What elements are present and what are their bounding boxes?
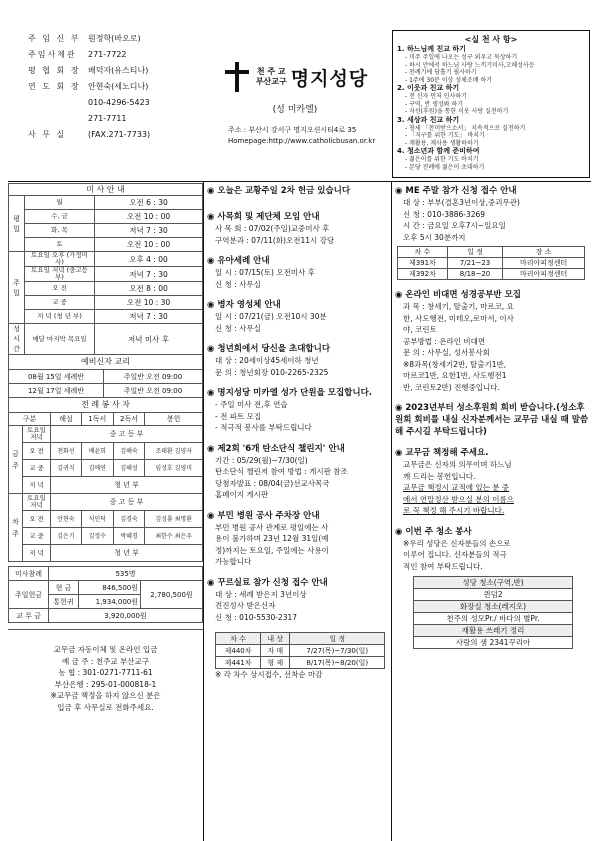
catechumen-class: 08월 15일 세례반 bbox=[9, 370, 104, 384]
notice-line: 문 의 : 청년회장 010-2265-2325 bbox=[215, 367, 329, 377]
notice-line: 일 시 : 07/15(토) 오전미사 후 bbox=[215, 268, 315, 277]
plan-item: - 1주에 30분 이상 성체조배 하기 bbox=[405, 76, 492, 84]
servers-name: 김경숙 bbox=[113, 511, 145, 528]
info-value: 271-7722 bbox=[88, 49, 127, 59]
servers-mass: 교 중 bbox=[23, 460, 51, 477]
mass-day: 토요일 오후 (가정미사) bbox=[25, 252, 95, 267]
cursillo-cell: 제441차 bbox=[216, 657, 261, 669]
mass-time: 저녁 7 : 30 bbox=[95, 310, 203, 324]
plan-item: - 창세 「찬미받으소서」 지속적으로 실천하기 bbox=[405, 124, 526, 132]
notice-line: 대 상 : 20세이상45세이하 청년 bbox=[215, 356, 319, 365]
notice-line: 신 청 : 010-3886-3269 bbox=[403, 209, 486, 219]
school-value: 3,920,000원 bbox=[49, 609, 203, 623]
parish-info bbox=[28, 30, 193, 142]
servers-mass: 저 녁 bbox=[23, 477, 51, 494]
notice-line: 에서 연말정산 받으실 분의 이름으 bbox=[403, 494, 514, 504]
info-value: 271-7711 bbox=[88, 113, 127, 123]
servers-name: 최한수 최은우 bbox=[145, 528, 203, 545]
mass-time: 오전 6 : 30 bbox=[95, 196, 203, 210]
notice bbox=[207, 255, 391, 290]
cursillo-table bbox=[215, 632, 385, 669]
homepage-link[interactable]: Homepage:http://www.catholicbusan.or.kr bbox=[228, 137, 376, 145]
plan-item: - 미주 주일에 나오는 성구 외우고 묵상하기 bbox=[405, 54, 518, 61]
parish-name: 명지성당 bbox=[290, 67, 369, 90]
servers-head-cell: 2독서 bbox=[113, 413, 145, 426]
catechumen-row bbox=[9, 384, 203, 398]
mass-row bbox=[9, 296, 203, 310]
notice-title: ◉ 청년회에서 당신을 초대합니다 bbox=[207, 344, 331, 354]
clean-row bbox=[414, 613, 573, 625]
cursillo-cell: 제440차 bbox=[216, 645, 261, 657]
plan-heading: 2. 이웃과 친교 하기 bbox=[397, 84, 460, 92]
clean-cell: 성당 청소(구역,반) bbox=[414, 577, 573, 589]
me-table bbox=[397, 246, 585, 280]
notice-line: 정)까지는 토요일, 주일에는 사용이 bbox=[215, 545, 329, 555]
notice bbox=[395, 447, 591, 517]
notice-line: 견진성사 받은신자 bbox=[215, 601, 276, 610]
servers-name: 임성호 김영미 bbox=[145, 460, 203, 477]
info-value: 배덕자(유스티나) bbox=[88, 65, 149, 75]
notice-line: 교무금은 신자의 의무이며 하느님 bbox=[403, 460, 512, 469]
attend-value: 535명 bbox=[49, 567, 203, 581]
notice-line: 부민 병원 공사 관계로 평일에는 사 bbox=[215, 522, 329, 532]
mass-day: 수, 금 bbox=[25, 210, 95, 224]
notice bbox=[395, 289, 591, 393]
mass-day: 화, 목 bbox=[25, 224, 95, 238]
notice-line: 사 목 회 : 07/02(주일)교중미사 후 bbox=[215, 224, 330, 233]
mass-day: 오 전 bbox=[25, 282, 95, 296]
clean-cell: 사랑의 샘 2341꾸리아 bbox=[414, 637, 573, 649]
servers-week: 차주 bbox=[9, 494, 23, 562]
notice-line: 로 꼭 책정 해 주시기 바랍니다. bbox=[403, 506, 505, 515]
servers-mass: 저 녁 bbox=[23, 545, 51, 562]
info-key: 평 협 회 장 bbox=[28, 65, 81, 75]
mass-day: 토 bbox=[25, 238, 95, 252]
notice-title: ◉ 유아세례 안내 bbox=[207, 256, 270, 266]
plan-item: - 젊은이를 위한 기도 바치기 bbox=[405, 156, 479, 163]
servers-mass: 교 중 bbox=[23, 528, 51, 545]
me-cell: 마리아피정센터 bbox=[503, 258, 585, 269]
cursillo-cell: 8/17(목)~8/20(일) bbox=[290, 657, 385, 669]
servers-row bbox=[9, 528, 203, 545]
notice-line: 구역분과 : 07/11(화)오전11시 강당 bbox=[215, 235, 335, 245]
right-notices bbox=[391, 185, 591, 658]
me-cell: 7/21~23 bbox=[447, 258, 502, 269]
notice-line: - 전 파트 모집 bbox=[215, 411, 262, 421]
notice-line: 가능합니다 bbox=[215, 557, 252, 566]
mass-title: 미 사 안 내 bbox=[8, 183, 203, 195]
offer-label: 주일헌금 bbox=[9, 581, 49, 609]
pre-title: 예비신자 교리 bbox=[8, 355, 203, 369]
info-row bbox=[28, 110, 193, 126]
address-block bbox=[228, 125, 375, 147]
info-row bbox=[28, 46, 193, 62]
notice-line: - 주일 미사 전,후 연습 bbox=[215, 400, 288, 409]
servers-mass: 토요일 저녁 bbox=[23, 494, 51, 511]
mass-group: 주일 bbox=[9, 252, 25, 324]
notice-line: - 적극적 봉사를 부탁드립니다 bbox=[215, 423, 312, 432]
notice bbox=[395, 185, 591, 280]
servers-head-cell: 구분 bbox=[9, 413, 51, 426]
mass-day: 교 중 bbox=[25, 296, 95, 310]
attend-label: 미사참례 bbox=[9, 567, 49, 581]
notice bbox=[207, 185, 391, 197]
clean-row bbox=[414, 589, 573, 601]
servers-head-cell: 봉헌 bbox=[145, 413, 203, 426]
servers-group: 청 년 부 bbox=[51, 477, 203, 494]
notice-line: ※우리 성당은 신자분들의 손으로 bbox=[403, 538, 511, 548]
plan-item: - 하시 안에서 하느님 사랑 느끼기미사,고해성사등 bbox=[405, 61, 535, 69]
me-cell: 8/18~20 bbox=[447, 269, 502, 280]
cursillo-head-cell: 차 수 bbox=[216, 633, 261, 645]
header-divider bbox=[8, 181, 591, 182]
plan-item: - 본당 전례에 젊은이 초대하기 bbox=[405, 163, 485, 171]
info-row bbox=[28, 94, 193, 110]
notice-line: 교무금 책정시 교적에 있는 분 중 bbox=[403, 483, 510, 492]
clean-row bbox=[414, 577, 573, 589]
mass-row bbox=[9, 310, 203, 324]
servers-title: 전 례 봉 사 자 bbox=[8, 398, 203, 412]
servers-group: 중 고 등 부 bbox=[51, 494, 203, 511]
servers-header bbox=[9, 413, 203, 426]
middle-notices bbox=[203, 185, 391, 681]
mass-group: 평일 bbox=[9, 196, 25, 252]
servers-name: 김성룡 최명환 bbox=[145, 511, 203, 528]
info-value: 안현숙(세노디나) bbox=[88, 81, 149, 91]
mass-time: 저녁 7 : 30 bbox=[95, 224, 203, 238]
patron-saint: (성 미카엘) bbox=[272, 105, 318, 115]
notice-title: ◉ 부민 병원 공사 주차장 안내 bbox=[207, 510, 320, 521]
notice-line: 오후 5시 30분까지 bbox=[403, 232, 466, 242]
info-row bbox=[28, 126, 193, 142]
servers-row bbox=[9, 460, 203, 477]
notice bbox=[395, 402, 591, 438]
notice-line: 반, 코린토2반) 진행중입니다. bbox=[403, 382, 500, 392]
cash-value: 846,500원 bbox=[79, 581, 141, 595]
servers-name: 천화선 bbox=[51, 443, 82, 460]
attend-row bbox=[9, 567, 203, 581]
me-row bbox=[398, 269, 585, 280]
cursillo-header bbox=[216, 633, 385, 645]
mass-row bbox=[9, 210, 203, 224]
servers-name: 김해성 bbox=[113, 460, 145, 477]
finance-table bbox=[8, 566, 203, 623]
account-info bbox=[8, 629, 203, 713]
notice bbox=[207, 510, 391, 568]
servers-group: 청 년 부 bbox=[51, 545, 203, 562]
servers-name: 김해숙 bbox=[113, 443, 145, 460]
notice-line: 이루어 집니다. 신자분들의 적극 bbox=[403, 550, 507, 559]
logo-diocese-bottom: 부산교구 bbox=[255, 77, 287, 86]
servers-table bbox=[8, 412, 203, 562]
notice-line: 마르코1반, 요한1반, 사도행전1 bbox=[403, 371, 507, 380]
notice-title: ◉ ME 주말 참가 신청 접수 안내 bbox=[395, 186, 517, 196]
clean-row bbox=[414, 625, 573, 637]
plan-heading: 4. 청소년과 함께 준비하여 bbox=[397, 147, 480, 155]
mass-row bbox=[9, 196, 203, 210]
servers-name: 김애연 bbox=[81, 460, 113, 477]
notice-line: 한, 사도행전, 미테오,로마서, 이사 bbox=[403, 313, 514, 323]
plan-item: - 구역, 반 생성봐 하기 bbox=[405, 100, 464, 108]
notice-title: ◉ 이번 주 청소 봉사 bbox=[395, 526, 472, 537]
mass-schedule bbox=[8, 183, 203, 713]
servers-group: 중 고 등 부 bbox=[51, 426, 203, 443]
clean-cell: 퀸덤2 bbox=[414, 589, 573, 601]
cursillo-cell: 자 매 bbox=[261, 645, 290, 657]
servers-row bbox=[9, 545, 203, 562]
me-row bbox=[398, 258, 585, 269]
cursillo-row bbox=[216, 657, 385, 669]
mass-row bbox=[9, 224, 203, 238]
cursillo-note: ※ 각 차수 상시접수, 선착순 마감 bbox=[215, 670, 323, 679]
offer-row bbox=[9, 581, 203, 595]
mass-time: 오전 10 : 00 bbox=[95, 238, 203, 252]
mass-day: 월 bbox=[25, 196, 95, 210]
servers-name: 안현숙 bbox=[51, 511, 82, 528]
notice-line: 대 상 : 세례 받은지 3년이상 bbox=[215, 589, 307, 599]
mass-time: 오전 8 : 00 bbox=[95, 282, 203, 296]
notice-line: 용이 불가하며 23년 12월 31일(예 bbox=[215, 534, 329, 543]
mass-time: 오전 10 : 00 bbox=[95, 210, 203, 224]
mass-row bbox=[9, 267, 203, 282]
plan-title: <실 천 사 항> bbox=[464, 35, 518, 44]
clean-row bbox=[414, 601, 573, 613]
account-line: 입금 후 사무실로 전화주세요. bbox=[57, 702, 154, 712]
notice-line: 신 청 : 010-5530-2317 bbox=[215, 612, 298, 622]
catechumen-table bbox=[8, 369, 203, 398]
me-cell: 제392차 bbox=[398, 269, 448, 280]
notice-title: ◉ 사목회 및 제단체 모임 안내 bbox=[207, 212, 320, 222]
account-line: 교무금 자동이체 및 온라인 입금 bbox=[53, 645, 158, 654]
notice bbox=[395, 526, 591, 650]
notice bbox=[207, 299, 391, 334]
mass-row bbox=[9, 324, 203, 355]
notice-title: ◉ 교무금 책정해 주세요. bbox=[395, 448, 489, 458]
school-row bbox=[9, 609, 203, 623]
notice-line: 문 의 : 사무실, 성서봉사회 bbox=[403, 348, 490, 357]
servers-week: 금주 bbox=[9, 426, 23, 494]
servers-row bbox=[9, 494, 203, 511]
info-key: 연 도 회 장 bbox=[28, 81, 81, 91]
catechumen-row bbox=[9, 370, 203, 384]
cursillo-head-cell: 일 정 bbox=[290, 633, 385, 645]
clean-table bbox=[413, 576, 573, 649]
mass-row bbox=[9, 238, 203, 252]
cursillo-cell: 7/27(목)~7/30(일) bbox=[290, 645, 385, 657]
notice-line: 야, 코린토 bbox=[403, 325, 437, 334]
catechumen-time: 주일반 오전 09:00 bbox=[104, 384, 203, 398]
school-label: 교 무 금 bbox=[9, 609, 49, 623]
plan-heading: 1. 하느님께 친교 하기 bbox=[397, 45, 466, 53]
servers-mass: 오 전 bbox=[23, 443, 51, 460]
me-cell: 제391차 bbox=[398, 258, 448, 269]
notice-title: ◉ 명지성당 미카엘 성가 단원을 모집합니다. bbox=[207, 388, 373, 398]
notice-line: 신 청 : 사무실 bbox=[215, 279, 261, 289]
plan-item: - 재활용, 재사용 생활하하기 bbox=[405, 139, 479, 147]
info-key: 주 임 신 부 bbox=[28, 33, 81, 43]
notice-title: ◉ 제2회 '6개 탄소단식 챌린지' 안내 bbox=[207, 443, 345, 454]
notice-title: ◉ 오늘은 교황주일 2차 헌금 있습니다 bbox=[207, 186, 351, 196]
address: 주소 : 부산시 강서구 명지오션시티4로 35 bbox=[228, 126, 357, 134]
notice-line: 당첨자발표 : 08/04(금)선교사목국 bbox=[215, 478, 330, 488]
servers-head-cell: 해설 bbox=[51, 413, 82, 426]
clean-cell: 화장실 청소(레지오) bbox=[414, 601, 573, 613]
practice-plan-box bbox=[392, 30, 590, 178]
mass-time: 오후 4 : 00 bbox=[95, 252, 203, 267]
account-line: ※교무금 책정을 하지 않으신 분은 bbox=[50, 691, 161, 700]
notice bbox=[207, 343, 391, 378]
servers-head-cell: 1독서 bbox=[81, 413, 113, 426]
online-label: 통헌귀 bbox=[49, 595, 79, 609]
me-head-cell: 차 수 bbox=[398, 247, 448, 258]
servers-name: 김은기 bbox=[51, 528, 82, 545]
mass-time: 저녁 7 : 30 bbox=[95, 267, 203, 282]
notice bbox=[207, 387, 391, 434]
servers-mass: 오 전 bbox=[23, 511, 51, 528]
servers-name: 박혜경 bbox=[113, 528, 145, 545]
catechumen-class: 12월 17일 세례반 bbox=[9, 384, 104, 398]
me-cell: 마리아피정센터 bbox=[503, 269, 585, 280]
cursillo-row bbox=[216, 645, 385, 657]
mass-day: 토요일 저녁 (중고등부) bbox=[25, 267, 95, 282]
servers-row bbox=[9, 443, 203, 460]
me-header bbox=[398, 247, 585, 258]
clean-cell: 재활용 쓰레기 정리 bbox=[414, 625, 573, 637]
cursillo-cell: 형 제 bbox=[261, 657, 290, 669]
servers-name: 조태환 김영자 bbox=[145, 443, 203, 460]
cash-label: 현 금 bbox=[49, 581, 79, 595]
info-value: 010-4296-5423 bbox=[88, 97, 150, 107]
notice-line: 공부방법 : 온라인 비대면 bbox=[403, 336, 486, 346]
info-row bbox=[28, 78, 193, 94]
me-head-cell: 장 소 bbox=[503, 247, 585, 258]
notice-line: 과 목 : 창세기, 탈출기, 마르코, 요 bbox=[403, 302, 514, 311]
notice-title: ◉ 온라인 비대면 성경공부반 모집 bbox=[395, 290, 521, 300]
mass-time: 오전 10 : 30 bbox=[95, 296, 203, 310]
notice-line: 홈페이지 게시판 bbox=[215, 490, 269, 499]
notice-line: 신 청 : 사무실 bbox=[215, 323, 261, 333]
me-head-cell: 일 정 bbox=[447, 247, 502, 258]
online-value: 1,934,000원 bbox=[79, 595, 141, 609]
notice-line: 탄소단식 챌린저 참여 방법 : 게시판 참조 bbox=[215, 467, 348, 476]
notice-line: 적인 참여 부탁드립니다. bbox=[403, 561, 483, 571]
clean-row bbox=[414, 637, 573, 649]
notice-line: 기간 : 05/29(월)~7/30(일) bbox=[215, 455, 308, 465]
mass-day: 저 녁 (청 년 부) bbox=[25, 310, 95, 324]
offer-sum: 2,780,500원 bbox=[141, 581, 203, 609]
info-value: (FAX.271-7733) bbox=[88, 129, 151, 139]
account-line: 농 협 : 301-0271-7711-61 bbox=[58, 668, 153, 677]
clean-cell: 천주의 성모Pr./ 바다의 별Pr. bbox=[414, 613, 573, 625]
mass-row bbox=[9, 252, 203, 267]
plan-item: - 찬례기에 담홀기 필사하기 bbox=[405, 69, 477, 76]
plan-item: - 자선(후원)을 통한 이웃 사랑 실천하기 bbox=[405, 108, 509, 115]
info-key: 사 무 실 bbox=[28, 129, 67, 139]
plan-item: - 전 신자 먼저 인사하기 bbox=[405, 93, 467, 100]
notice-title: ◉ 꾸르실료 참가 신청 접수 안내 bbox=[207, 577, 328, 588]
servers-name: 배윤희 bbox=[81, 443, 113, 460]
plan-item: - 「지구를 위한 기도」 바치기 bbox=[405, 132, 485, 139]
info-row bbox=[28, 30, 193, 46]
servers-mass: 토요일 저녁 bbox=[23, 426, 51, 443]
parish-logo bbox=[200, 62, 390, 115]
info-key: 주임사제관 bbox=[28, 49, 77, 59]
logo-diocese-top: 천 주 교 bbox=[256, 67, 286, 76]
servers-name: 김귀식 bbox=[51, 460, 82, 477]
servers-row bbox=[9, 426, 203, 443]
cursillo-head-cell: 내 상 bbox=[261, 633, 290, 645]
servers-row bbox=[9, 477, 203, 494]
servers-name: 석인덕 bbox=[81, 511, 113, 528]
mass-time: 저녁 미사 후 bbox=[95, 324, 203, 355]
notice-line: 시 간 : 금요일 오후7시~일요일 bbox=[403, 221, 506, 230]
mass-table bbox=[8, 195, 203, 355]
notice-line: 께 드리는 봉헌입니다. bbox=[403, 471, 476, 481]
servers-row bbox=[9, 511, 203, 528]
mass-row bbox=[9, 282, 203, 296]
servers-name: 김정수 bbox=[81, 528, 113, 545]
notice-title: ◉ 2023년부터 성소후원회 회비 받습니다.(성소후원회 회비를 내실 신자분께서는 교무금 내실 때 말씀해 주시길 부탁드립니다) bbox=[395, 403, 589, 437]
notice-line: 대 상 : 부부(결혼3년이상,중괴무관) bbox=[403, 198, 520, 207]
notice bbox=[207, 443, 391, 501]
notice bbox=[207, 211, 391, 246]
info-row bbox=[28, 62, 193, 78]
plan-heading: 3. 세상과 친교 하기 bbox=[397, 115, 460, 124]
catechumen-time: 주일반 오전 09:00 bbox=[104, 370, 203, 384]
notice-line: 일 시 : 07/21(금) 오전10시 30분 bbox=[215, 312, 327, 321]
notice-title: ◉ 병자 영성체 안내 bbox=[207, 300, 281, 310]
cross-icon bbox=[222, 62, 252, 92]
account-line: 예 금 주 : 천주교 부산교구 bbox=[62, 656, 149, 666]
info-value: 원정학(바오로) bbox=[88, 33, 141, 43]
account-line: 부산은행 : 295-01-000818-1 bbox=[54, 679, 157, 689]
notice bbox=[207, 577, 391, 624]
mass-group: 성시간 bbox=[9, 324, 25, 355]
notice-line: ※8과목(창세기2반, 탈출기1반, bbox=[403, 359, 507, 369]
mass-day: 매달 마지막 목요일 bbox=[25, 324, 95, 355]
